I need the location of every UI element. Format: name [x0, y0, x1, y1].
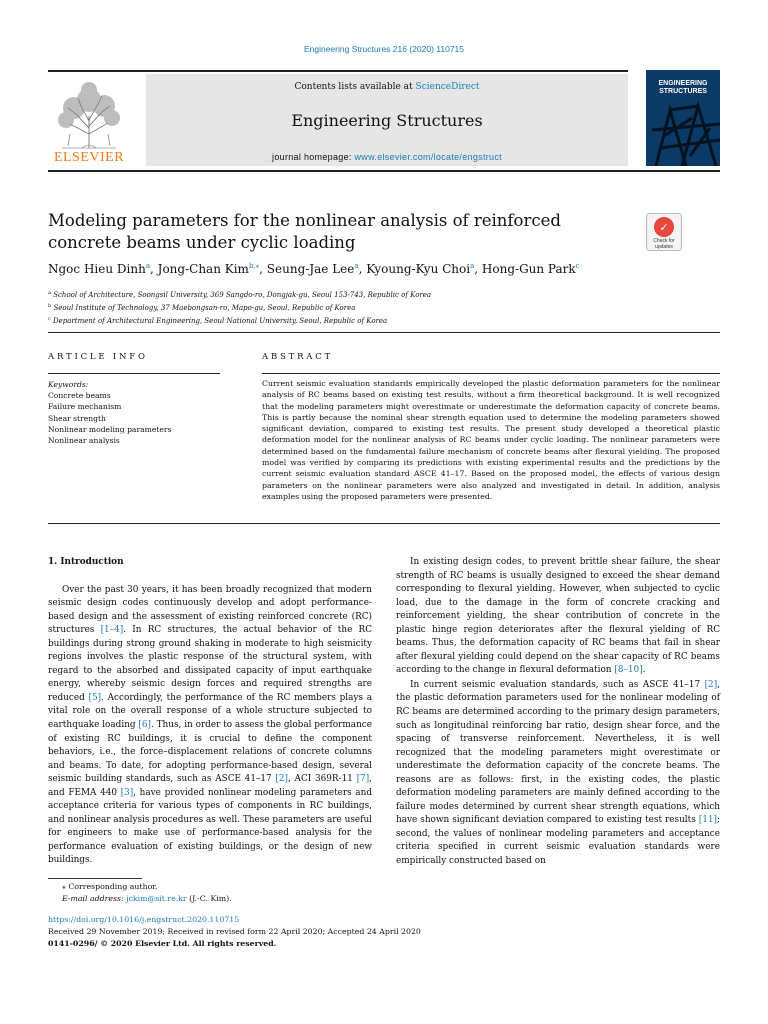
journal-homepage-line: [146, 152, 628, 162]
affiliation-list: [48, 288, 688, 326]
header-divider: [48, 332, 720, 333]
copyright-line: 0141-0296/ © 2020 Elsevier Ltd. All rights reserved.: [48, 938, 277, 948]
citation-link[interactable]: [2]: [704, 679, 718, 690]
keyword: Failure mechanism: [48, 402, 122, 412]
doi-link[interactable]: https://doi.org/10.1016/j.engstruct.2020.110715: [48, 915, 240, 924]
affiliation-mark: c: [48, 315, 51, 322]
journal-homepage-link[interactable]: www.elsevier.com/locate/engstruct: [354, 152, 502, 162]
affiliation-mark: b: [48, 302, 52, 309]
article-history: [48, 914, 548, 949]
abstract-heading: ABSTRACT: [262, 352, 333, 362]
citation-link[interactable]: [2]: [275, 774, 288, 785]
affiliation: [48, 288, 688, 301]
author-name[interactable]: Ngoc Hieu Dinh: [48, 262, 146, 276]
body-column-left: [48, 556, 372, 869]
affiliation-text: Department of Architectural Engineering, Seoul National University, Seoul, Republic of Korea: [53, 316, 388, 325]
keyword: Shear strength: [48, 413, 106, 423]
author-affiliation-mark[interactable]: b,⁎: [248, 262, 260, 270]
paragraph: In current seismic evaluation standards, such as ASCE 41–17 [2], the plastic deformation parameters used for the nonlinear modeling of RC beams are determined according to the primary design parameters, such as longitudinal reinforcing bar ratio, design shear force, and the spacing of transverse reinforcement. Nevertheless, it is well recognized that the modeling parameters might overestimate or underestimate the deformation capacity of the concrete beams. The reasons are as follows: first, in the existing codes, the plastic deformation modeling parameters are mainly defined according to the failure modes determined by current shear strength equations, which have shown significant deviation compared to existing test results [11]; second, the values of nonlinear modeling parameters and acceptance criteria specified in current seismic evaluation standards were empirically constructed based on: [396, 679, 720, 867]
author-name[interactable]: Hong-Gun Park: [481, 262, 576, 276]
citation-link[interactable]: [3]: [120, 787, 134, 798]
article-info-rule: [48, 373, 220, 374]
keywords-block: [48, 379, 220, 446]
email-label: E-mail address:: [62, 893, 127, 903]
footnote-rule: [48, 878, 142, 879]
sciencedirect-link[interactable]: ScienceDirect: [415, 82, 480, 92]
masthead-box: [146, 74, 628, 166]
keyword: Concrete beams: [48, 391, 111, 401]
author-affiliation-mark[interactable]: a: [354, 262, 359, 270]
received-dates: Received 29 November 2019; Received in revised form 22 April 2020; Accepted 24 April 2020: [48, 926, 421, 936]
citation-link[interactable]: [5]: [88, 692, 102, 703]
citation-link[interactable]: [7]: [356, 774, 370, 785]
journal-citation[interactable]: Engineering Structures 216 (2020) 110715: [303, 44, 465, 54]
paragraph: In existing design codes, to prevent brittle shear failure, the shear strength of RC beams is usually designed to exceed the shear demand corresponding to flexural yielding. However, when subjected to cyclic load, due to the damage in the form of concrete cracking and reinforcement yielding, the shear contribution of concrete in the plastic hinge region deteriorates after the flexural yielding of RC beams. Thus, the deformation capacity of RC beams that fail in shear after flexural yielding could depend on the shear capacity of RC beams according to the change in flexural deformation [8–10].: [396, 557, 720, 676]
paragraph: Over the past 30 years, it has been broadly recognized that modern seismic design codes continuously develop and adopt performance-based design and the assessment of existing reinforced concrete (RC) structures [1–4]. In RC structures, the actual behavior of the RC buildings during strong ground shaking in moderate to high seismicity regions involves the plastic response of the structural system, with regard to the absorbed and dissipated capacity of input earthquake energy, whereby seismic design forces and required strengths are reduced [5]. Accordingly, the performance of the RC members plays a vital role on the overall response of a whole structure subjected to earthquake loading [6]. Thus, in order to assess the global performance of existing RC buildings, it is crucial to define the component behaviors, i.e., the force–displacement relations of concrete columns and beams. To date, for adopting performance-based design, several seismic building standards, such as ASCE 41–17 [2], ACI 369R-11 [7], and FEMA 440 [3], have provided nonlinear modeling parameters and acceptance criteria for various types of components in RC buildings, and nonlinear analysis procedures as well. These parameters are useful for engineers to make use of performance-based analysis for the performance evaluation of existing buildings, or the design of new buildings.: [48, 584, 373, 866]
check-for-updates-label: Check for updates: [653, 238, 675, 250]
email-link[interactable]: jckim@sit.re.kr: [126, 893, 187, 903]
article-info-heading: ARTICLE INFO: [48, 352, 148, 362]
elsevier-wordmark: ELSEVIER: [53, 150, 125, 165]
abstract-rule: [262, 373, 720, 374]
masthead-top-rule: [48, 70, 628, 72]
citation-link[interactable]: [1–4]: [100, 625, 124, 636]
journal-cover-image: [646, 70, 720, 166]
contents-line: [146, 82, 628, 92]
contents-prefix: Contents lists available at: [294, 82, 416, 92]
citation-link[interactable]: [11]: [698, 815, 717, 826]
masthead-bottom-rule: [48, 170, 720, 172]
citation-link[interactable]: [6]: [138, 720, 151, 731]
section-heading: 1. Introduction: [48, 557, 124, 567]
article-title: Modeling parameters for the nonlinear analysis of reinforced concrete beams under cyclic loading: [48, 211, 561, 252]
email-line: [48, 893, 448, 905]
keyword: Nonlinear analysis: [48, 436, 120, 446]
journal-masthead: [48, 70, 720, 172]
author-name[interactable]: Seung-Jae Lee: [266, 262, 355, 276]
author-name[interactable]: Kyoung-Kyu Choi: [366, 262, 471, 276]
affiliation: [48, 301, 688, 314]
author-affiliation-mark[interactable]: c: [575, 262, 580, 270]
author-affiliation-mark[interactable]: a: [470, 262, 475, 270]
author-name[interactable]: Jong-Chan Kim: [157, 262, 249, 276]
abstract-divider: [48, 523, 720, 524]
abstract-text: Current seismic evaluation standards empirically developed the plastic deformation parameters for the nonlinear analysis of RC beams based on existing test results, without a firm theoretical background. It is well recognized that the modeling parameters might overestimate or underestimate the deformation capacity of concrete beams. This is partly because the nominal shear strength equation used to determine the modeling parameters showed significant deviation, compared to existing test results. The present study developed a theoretical plastic deformation model for the nonlinear analysis of RC beams under cyclic loading. The nonlinear parameters were determined based on the fundamental failure mechanism of concrete beams after flexural yielding. The proposed model was verified by comparing its predictions with existing experimental results and the predictions by the current seismic evaluation standard ASCE 41–17. Based on the proposed model, the effects of various design parameters on the nonlinear parameters were also analyzed and investigated in detail. In addition, analysis examples using the proposed parameters were presented.: [262, 379, 720, 501]
bookmark-check-icon: ✓: [654, 217, 674, 237]
affiliation-mark: a: [48, 290, 51, 296]
journal-name: Engineering Structures: [291, 111, 483, 130]
cover-title: ENGINEERING STRUCTURES: [658, 80, 708, 95]
keywords-label: Keywords:: [48, 380, 89, 389]
citation-link[interactable]: [8–10]: [614, 665, 643, 676]
author-list: Ngoc Hieu Dinh$^a$, Jong-Chan Kim$^{b,⁎}$, Seung-Jae Lee$^a$, Kyoung-Kyu Choi$^a$, Hong-Gun Park$^c$: [48, 262, 580, 276]
keyword: Nonlinear modeling parameters: [48, 424, 172, 434]
email-suffix: (J.-C. Kim).: [186, 893, 232, 903]
check-for-updates-button[interactable]: [646, 213, 682, 251]
body-column-right: [396, 556, 720, 870]
author-affiliation-mark[interactable]: a: [145, 262, 150, 270]
affiliation: [48, 314, 688, 327]
affiliation-text: Seoul Institute of Technology, 37 Maebongsan-ro, Mapo-gu, Seoul, Republic of Korea: [53, 303, 356, 312]
affiliation-text: School of Architecture, Soongsil University, 369 Sangdo-ro, Dongjak-gu, Seoul 153-743, Republic of Korea: [53, 291, 432, 299]
footnote: [48, 881, 448, 904]
corresponding-author-note: ⁎ Corresponding author.: [62, 882, 158, 891]
homepage-prefix: journal homepage:: [272, 152, 355, 162]
